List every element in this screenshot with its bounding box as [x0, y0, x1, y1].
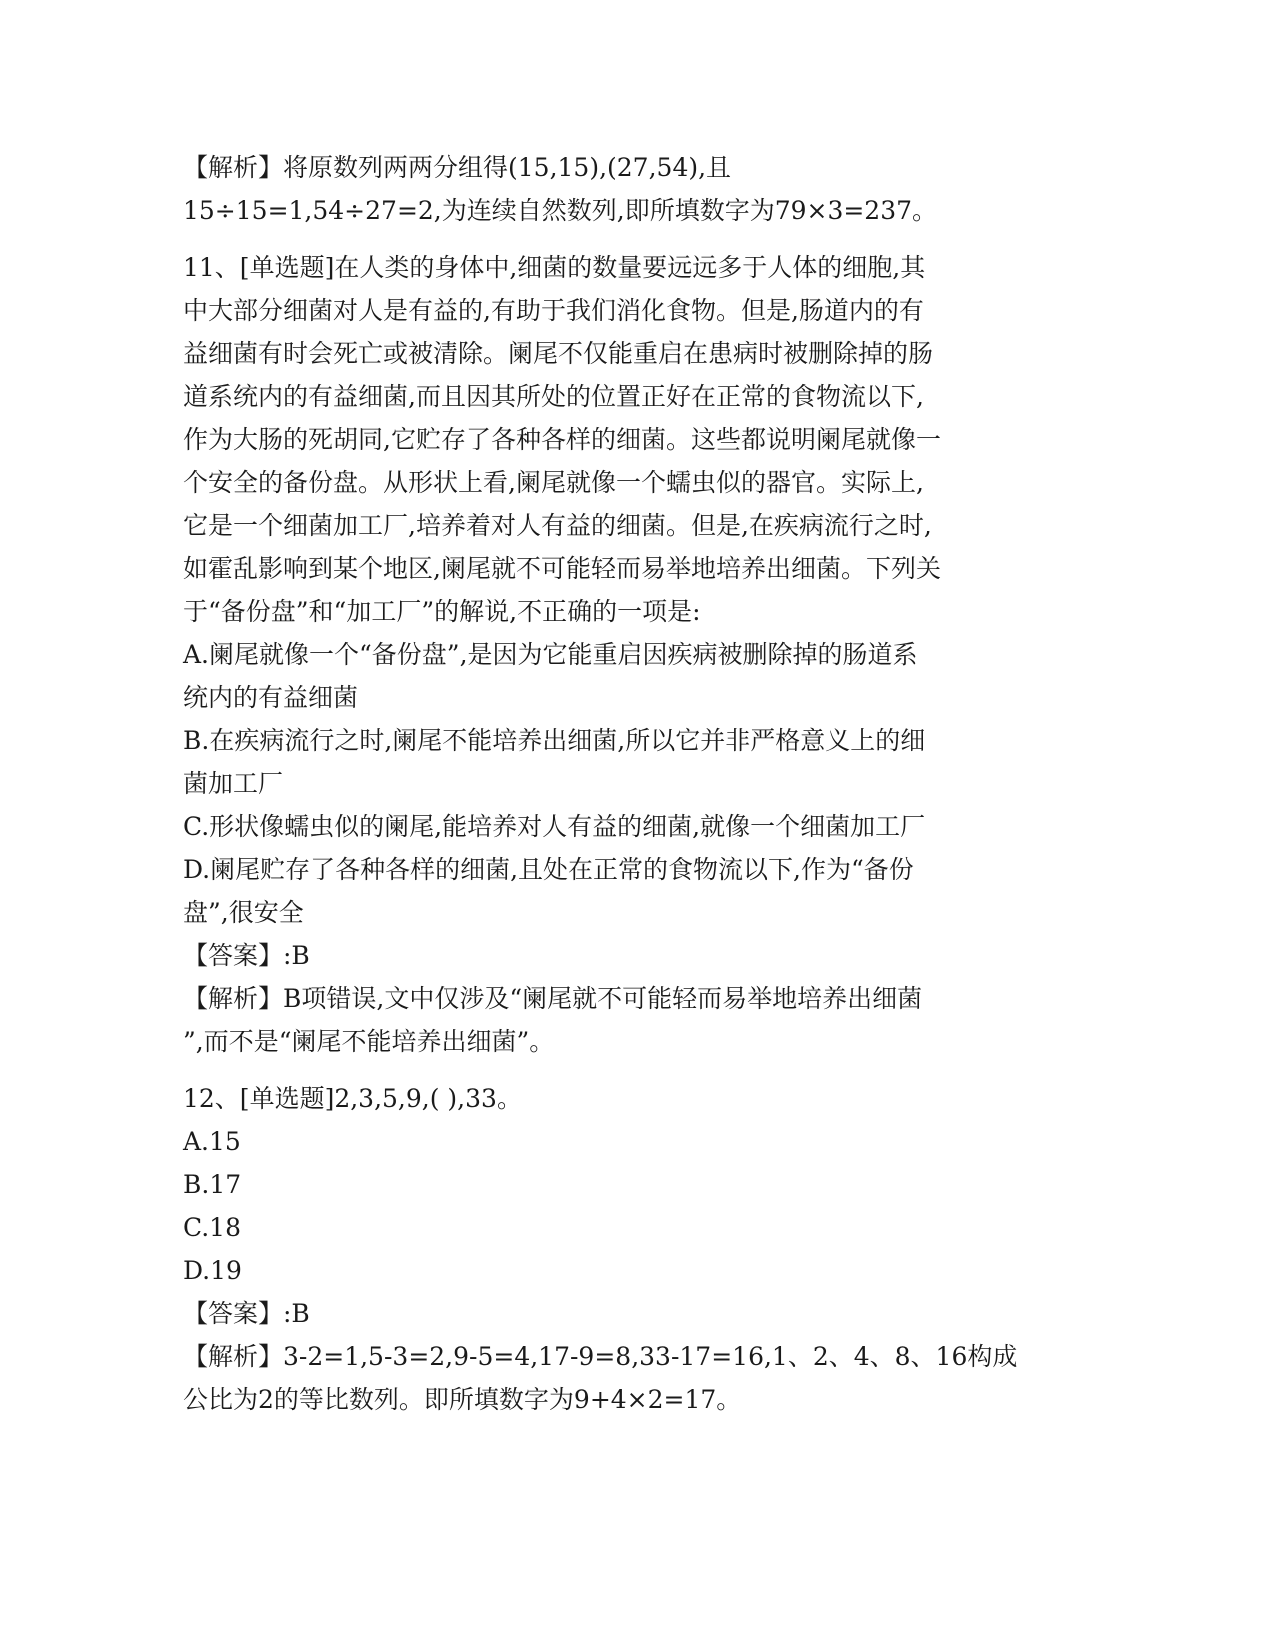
option-d-line: D.19 [183, 1256, 242, 1285]
analysis-line: 【解析】将原数列两两分组得(15,15),(27,54),且 [183, 153, 732, 182]
option-b-line: 菌加工厂 [183, 769, 284, 798]
q10-analysis [183, 146, 1088, 232]
question-stem-line: 如霍乱影响到某个地区,阑尾就不可能轻而易举地培养出细菌。下列关 [183, 554, 941, 583]
option-d-line: 盘”,很安全 [183, 898, 304, 927]
question-stem-line: 作为大肠的死胡同,它贮存了各种各样的细菌。这些都说明阑尾就像一 [183, 425, 941, 454]
option-c-line: C.形状像蠕虫似的阑尾,能培养对人有益的细菌,就像一个细菌加工厂 [183, 812, 926, 841]
answer-line: 【答案】:B [183, 941, 310, 970]
analysis-line: 15÷15=1,54÷27=2,为连续自然数列,即所填数字为79×3=237。 [183, 196, 938, 225]
option-a-line: 统内的有益细菌 [183, 683, 359, 712]
option-a-line: A.阑尾就像一个“备份盘”,是因为它能重启因疾病被删除掉的肠道系 [183, 640, 918, 669]
option-b-line: B.在疾病流行之时,阑尾不能培养出细菌,所以它并非严格意义上的细 [183, 726, 926, 755]
analysis-line: ”,而不是“阑尾不能培养出细菌”。 [183, 1027, 555, 1056]
option-b-line: B.17 [183, 1170, 242, 1199]
document-page [183, 146, 1088, 1421]
question-stem-line: 中大部分细菌对人是有益的,有助于我们消化食物。但是,肠道内的有 [183, 296, 924, 325]
question-stem-line: 11、[单选题]在人类的身体中,细菌的数量要远远多于人体的细胞,其 [183, 253, 926, 282]
question-stem-line: 个安全的备份盘。从形状上看,阑尾就像一个蠕虫似的器官。实际上, [183, 468, 924, 497]
option-d-line: D.阑尾贮存了各种各样的细菌,且处在正常的食物流以下,作为“备份 [183, 855, 914, 884]
analysis-line: 【解析】B项错误,文中仅涉及“阑尾就不可能轻而易举地培养出细菌 [183, 984, 923, 1013]
question-stem-line: 道系统内的有益细菌,而且因其所处的位置正好在正常的食物流以下, [183, 382, 924, 411]
option-c-line: C.18 [183, 1213, 241, 1242]
analysis-line: 【解析】3-2=1,5-3=2,9-5=4,17-9=8,33-17=16,1、2、4、8、16构成 [183, 1342, 1018, 1371]
question-stem-line: 12、[单选题]2,3,5,9,( ),33。 [183, 1084, 522, 1113]
question-11 [183, 246, 1088, 1063]
question-stem-line: 它是一个细菌加工厂,培养着对人有益的细菌。但是,在疾病流行之时, [183, 511, 932, 540]
question-stem-line: 于“备份盘”和“加工厂”的解说,不正确的一项是: [183, 597, 701, 626]
question-12 [183, 1077, 1088, 1421]
option-a-line: A.15 [183, 1127, 241, 1156]
answer-line: 【答案】:B [183, 1299, 310, 1328]
question-stem-line: 益细菌有时会死亡或被清除。阑尾不仅能重启在患病时被删除掉的肠 [183, 339, 934, 368]
analysis-line: 公比为2的等比数列。即所填数字为9+4×2=17。 [183, 1385, 742, 1414]
